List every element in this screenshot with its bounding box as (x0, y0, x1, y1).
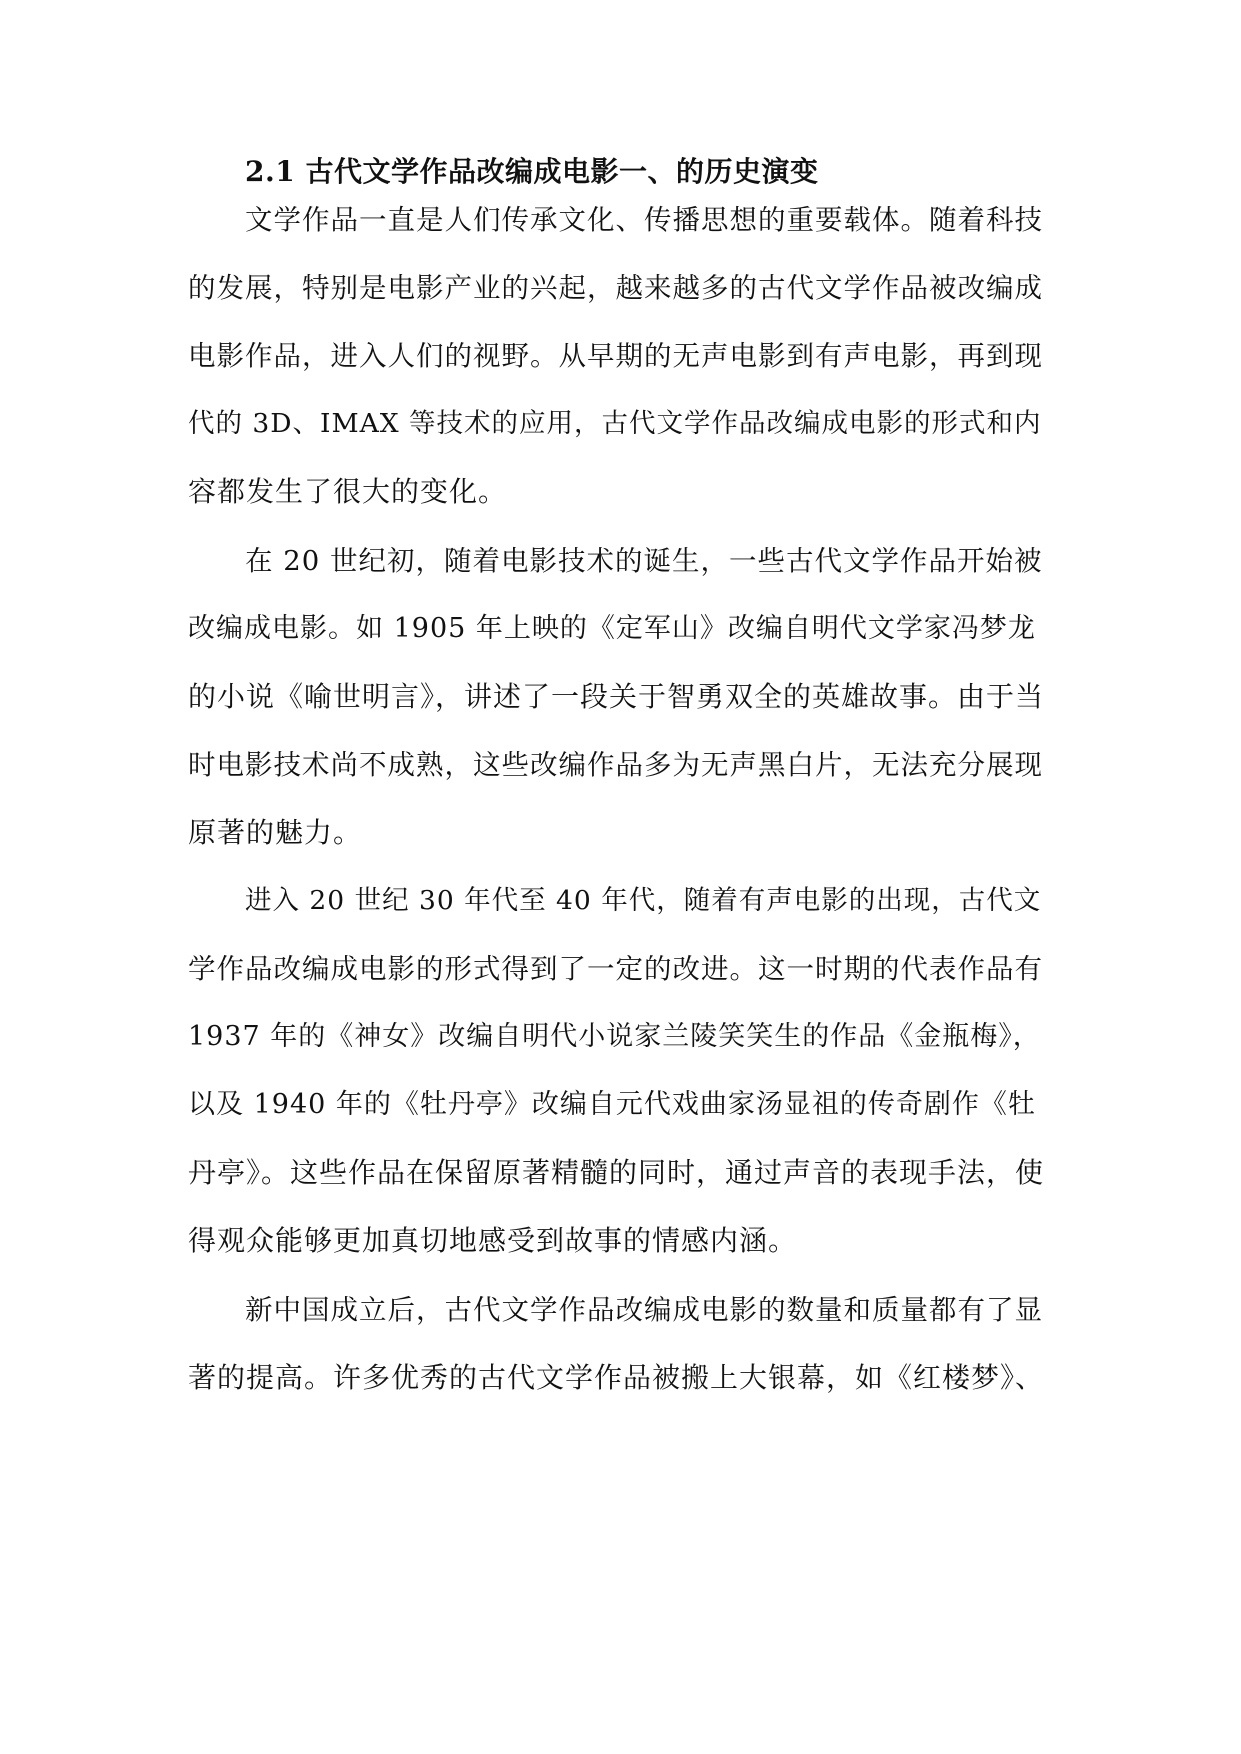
paragraph-2-line-1: 在 20 世纪初，随着电影技术的诞生，一些古代文学作品开始被 (245, 545, 1043, 577)
paragraph-3-line-3: 1937 年的《神女》改编自明代小说家兰陵笑笑生的作品《金瓶梅》， (188, 1021, 1041, 1052)
paragraph-4-line-2: 著的提高。许多优秀的古代文学作品被搬上大银幕，如《红楼梦》、 (188, 1361, 1045, 1394)
paragraph-4-line-1: 新中国成立后，古代文学作品改编成电影的数量和质量都有了显 (245, 1294, 1043, 1326)
paragraph-3-line-4: 以及 1940 年的《牡丹亭》改编自元代戏曲家汤显祖的传奇剧作《牡 (188, 1089, 1036, 1120)
paragraph-1-line-4: 代的 3D、IMAX 等技术的应用，古代文学作品改编成电影的形式和内 (188, 408, 1042, 439)
paragraph-3-line-6: 得观众能够更加真切地感受到故事的情感内涵。 (188, 1224, 798, 1257)
paragraph-1-line-5: 容都发生了很大的变化。 (188, 475, 508, 508)
paragraph-1-line-2: 的发展，特别是电影产业的兴起，越来越多的古代文学作品被改编成 (188, 272, 1043, 304)
paragraph-3-line-2: 学作品改编成电影的形式得到了一定的改进。这一时期的代表作品有 (188, 953, 1043, 985)
section-heading: 2.1 古代文学作品改编成电影一、的历史演变 (245, 155, 819, 188)
paragraph-2-line-4: 时电影技术尚不成熟，这些改编作品多为无声黑白片，无法充分展现 (188, 749, 1043, 781)
paragraph-3-line-1: 进入 20 世纪 30 年代至 40 年代，随着有声电影的出现，古代文 (245, 885, 1042, 916)
paragraph-2-line-5: 原著的魅力。 (188, 816, 363, 849)
paragraph-1-line-3: 电影作品，进入人们的视野。从早期的无声电影到有声电影，再到现 (188, 340, 1043, 372)
paragraph-3-line-5: 丹亭》。这些作品在保留原著精髓的同时，通过声音的表现手法，使 (188, 1156, 1045, 1189)
paragraph-2-line-3: 的小说《喻世明言》，讲述了一段关于智勇双全的英雄故事。由于当 (188, 680, 1045, 713)
paragraph-1-line-1: 文学作品一直是人们传承文化、传播思想的重要载体。随着科技 (245, 204, 1043, 236)
paragraph-2-line-2: 改编成电影。如 1905 年上映的《定军山》改编自明代文学家冯梦龙 (188, 613, 1036, 644)
